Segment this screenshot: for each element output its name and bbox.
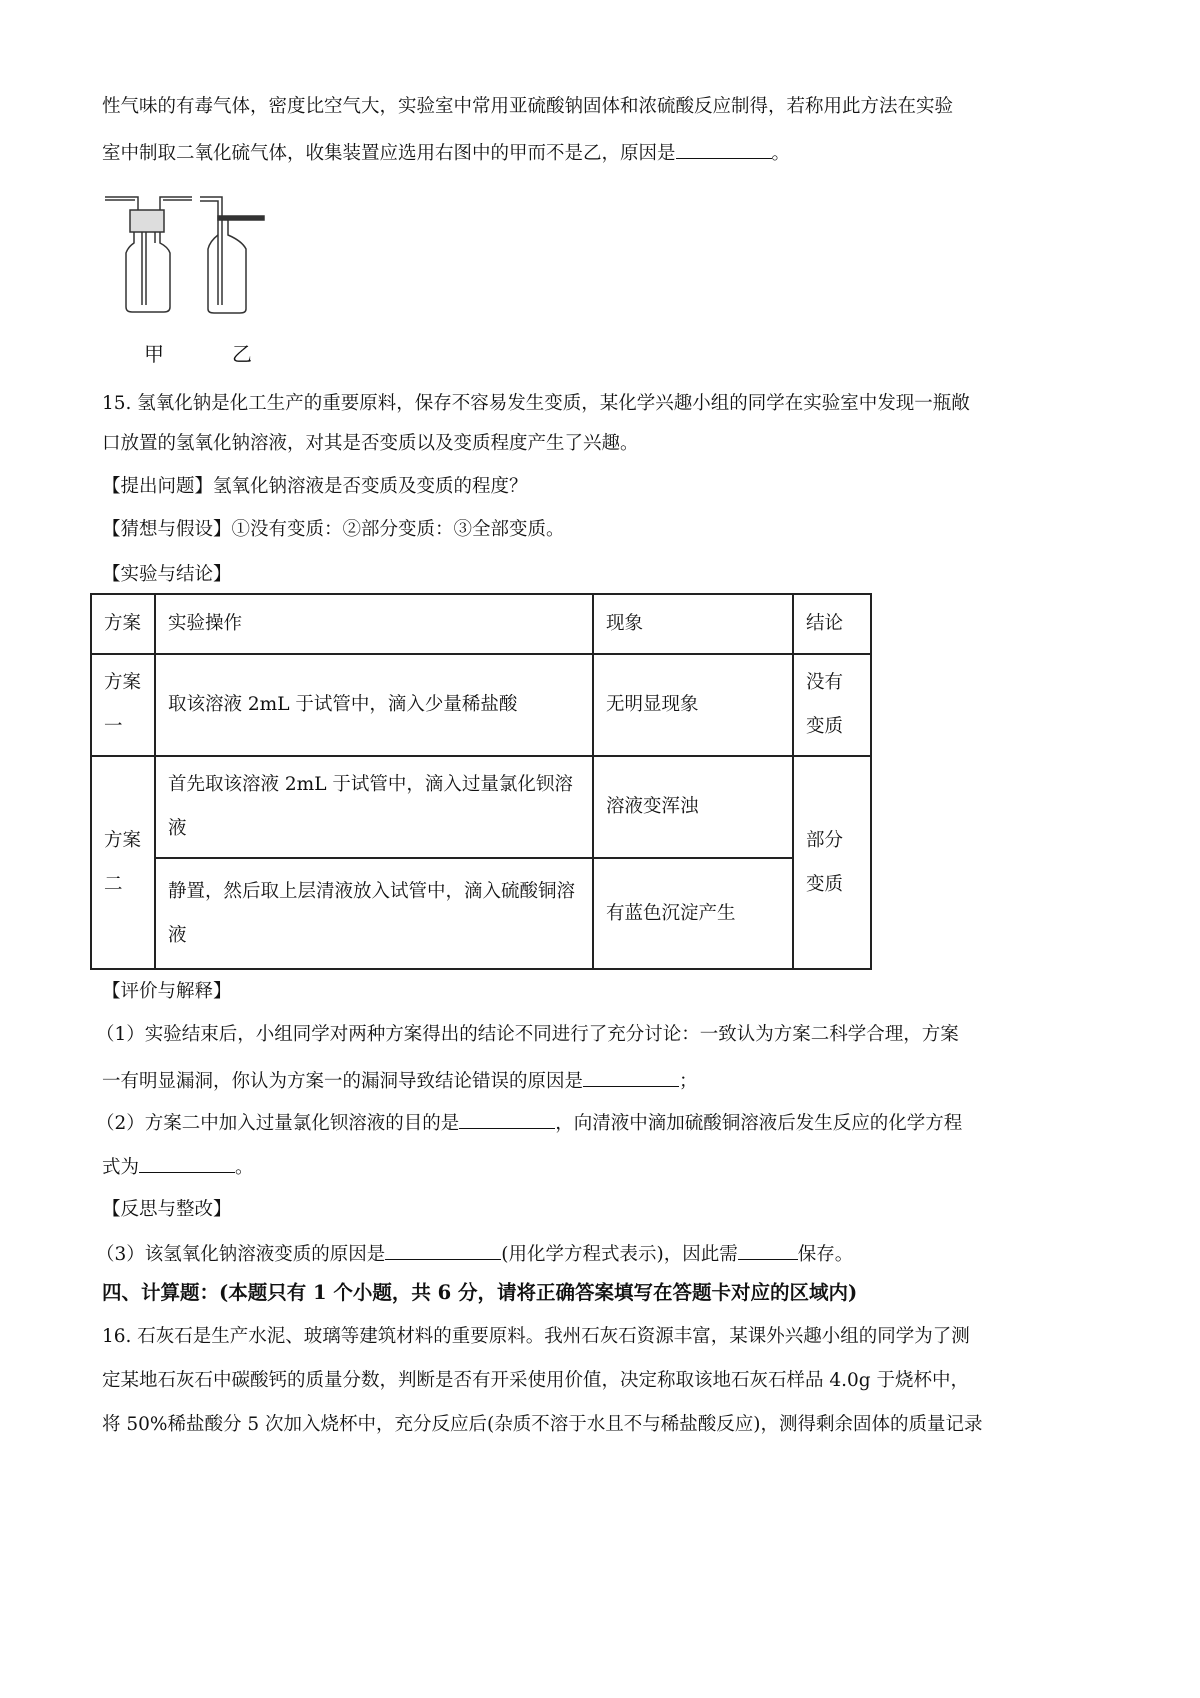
eval-p1-end: ； xyxy=(679,1071,698,1092)
operation-cell: 静置，然后取上层清液放入试管中，滴入硫酸铜溶液 xyxy=(155,858,593,969)
table-row xyxy=(91,756,871,858)
eval-p1-line-2 xyxy=(102,1068,698,1094)
eval-p1-text: 一有明显漏洞，你认为方案一的漏洞导致结论错误的原因是 xyxy=(102,1071,584,1092)
figure-label-b: 乙 xyxy=(232,342,252,366)
table-row xyxy=(91,858,871,969)
reflect-text: （3）该氢氧化钠溶液变质的原因是 xyxy=(96,1244,386,1265)
reflect-p3 xyxy=(96,1241,853,1267)
eval-p2-text: 式为 xyxy=(102,1157,140,1178)
header-cell: 结论 xyxy=(793,594,871,654)
eval-p2-line-1 xyxy=(96,1110,962,1136)
figure-label-a: 甲 xyxy=(144,342,164,366)
eval-p2-text: ，向清液中滴加硫酸铜溶液后发生反应的化学方程 xyxy=(555,1113,963,1134)
table-header-row xyxy=(91,594,871,654)
gas-bottle-figure xyxy=(100,185,280,325)
experiment-table xyxy=(90,593,872,970)
q15-experiment-heading: 【实验与结论】 xyxy=(102,564,232,585)
table-row xyxy=(91,654,871,756)
header-cell: 实验操作 xyxy=(155,594,593,654)
intro-line-2 xyxy=(102,140,790,166)
q15-hypothesis: 【猜想与假设】①没有变质：②部分变质：③全部变质。 xyxy=(102,519,565,540)
answer-blank xyxy=(738,1241,798,1260)
eval-p1-line-1: （1）实验结束后，小组同学对两种方案得出的结论不同进行了充分讨论：一致认为方案二科学合理，方案 xyxy=(96,1024,959,1045)
reflect-text: (用化学方程式表示)，因此需 xyxy=(501,1244,738,1265)
phenomenon-cell: 溶液变浑浊 xyxy=(593,756,793,858)
q16-line-3: 将 50%稀盐酸分 5 次加入烧杯中，充分反应后(杂质不溶于水且不与稀盐酸反应)，测得剩余固体的质量记录 xyxy=(102,1414,983,1435)
operation-cell: 首先取该溶液 2mL 于试管中，滴入过量氯化钡溶液 xyxy=(155,756,593,858)
answer-blank xyxy=(385,1241,501,1260)
plan-cell: 方案二 xyxy=(91,756,155,969)
answer-blank xyxy=(459,1110,555,1129)
eval-p2-line-2 xyxy=(102,1154,254,1180)
intro-line-1: 性气味的有毒气体，密度比空气大，实验室中常用亚硫酸钠固体和浓硫酸反应制得，若称用此方法在实验 xyxy=(102,96,954,117)
reflect-text: 保存。 xyxy=(797,1244,854,1265)
intro-end: 。 xyxy=(771,143,791,164)
answer-blank xyxy=(676,140,772,159)
answer-blank xyxy=(583,1068,679,1087)
header-cell: 现象 xyxy=(593,594,793,654)
q16-line-2: 定某地石灰石中碳酸钙的质量分数，判断是否有开采使用价值，决定称取该地石灰石样品 4.0g 于烧杯中， xyxy=(102,1370,970,1391)
phenomenon-cell: 有蓝色沉淀产生 xyxy=(593,858,793,969)
header-cell: 方案 xyxy=(91,594,155,654)
answer-blank xyxy=(139,1154,235,1173)
eval-heading: 【评价与解释】 xyxy=(102,981,232,1002)
q15-line-2: 口放置的氢氧化钠溶液，对其是否变质以及变质程度产生了兴趣。 xyxy=(102,433,639,454)
q16-line-1: 16. 石灰石是生产水泥、玻璃等建筑材料的重要原料。我州石灰石资源丰富，某课外兴趣小组的同学为了测 xyxy=(102,1326,970,1347)
eval-p2-text: （2）方案二中加入过量氯化钡溶液的目的是 xyxy=(96,1113,460,1134)
intro-text: 室中制取二氧化硫气体，收集装置应选用右图中的甲而不是乙，原因是 xyxy=(102,143,676,164)
plan-cell: 方案一 xyxy=(91,654,155,756)
conclusion-cell: 部分变质 xyxy=(793,756,871,969)
eval-p2-end: 。 xyxy=(235,1157,254,1178)
operation-cell: 取该溶液 2mL 于试管中，滴入少量稀盐酸 xyxy=(155,654,593,756)
phenomenon-cell: 无明显现象 xyxy=(593,654,793,756)
q15-question: 【提出问题】氢氧化钠溶液是否变质及变质的程度？ xyxy=(102,476,528,497)
conclusion-cell: 没有变质 xyxy=(793,654,871,756)
reflect-heading: 【反思与整改】 xyxy=(102,1199,232,1220)
section-4-title: 四、计算题：(本题只有 1 个小题，共 6 分，请将正确答案填写在答题卡对应的区域内) xyxy=(102,1281,858,1304)
q15-line-1: 15. 氢氧化钠是化工生产的重要原料，保存不容易发生变质，某化学兴趣小组的同学在实验室中发现一瓶敞 xyxy=(102,393,970,414)
